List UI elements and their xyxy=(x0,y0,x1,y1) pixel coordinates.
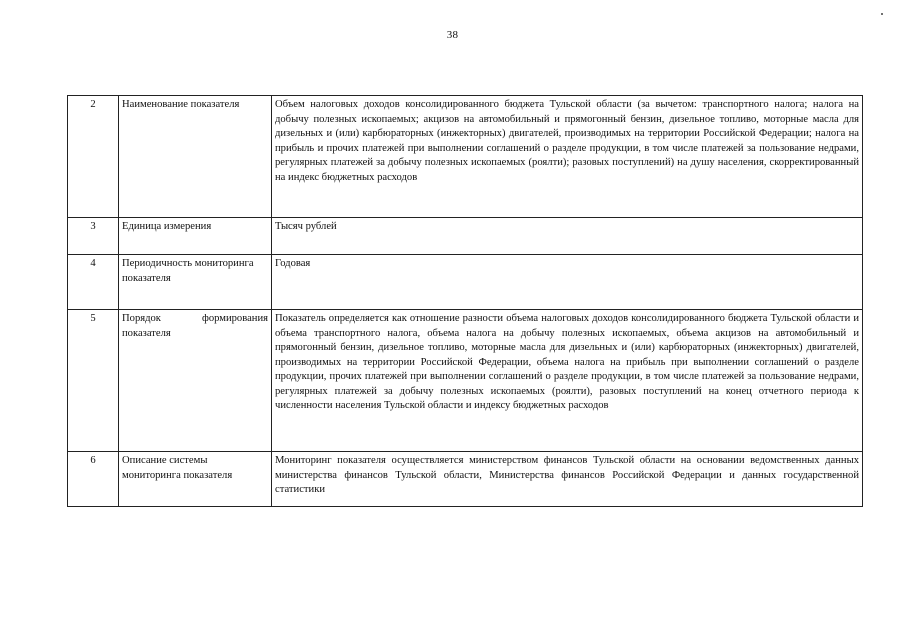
row-name: Порядок формирования показателя xyxy=(119,310,272,452)
row-number: 6 xyxy=(68,452,119,507)
row-number: 2 xyxy=(68,96,119,218)
row-name: Единица измерения xyxy=(119,218,272,255)
row-name: Периодичность мониторинга показателя xyxy=(119,255,272,310)
row-content: Объем налоговых доходов консолидированного бюджета Тульской области (за вычетом: транспортного налога; налога на добычу полезных ископаемых; акцизов на автомобильный и прямогонный бензин, дизельное топливо, моторные масла для дизельных и (или) карбюраторных (инжекторных) двигателей, производимых на территории Российской Федерации; налога на прибыль и прочих платежей при выполнении соглашений о разделе продукции, в том числе платежей за пользование недрами, регулярных платежей за добычу полезных ископаемых (роялти); разовых поступлений) на душу населения, скорректированный на индекс бюджетных расходов xyxy=(272,96,863,218)
scan-speck xyxy=(881,13,883,15)
row-name: Наименование показателя xyxy=(119,96,272,218)
table-row xyxy=(68,255,863,310)
table-row xyxy=(68,452,863,507)
page-number: 38 xyxy=(446,29,459,41)
table-row xyxy=(68,218,863,255)
row-number: 3 xyxy=(68,218,119,255)
row-content: Мониторинг показателя осуществляется министерством финансов Тульской области на основании ведомственных данных министерства финансов Тульской области, Министерства финансов Российской Федерации и данных государственной статистики xyxy=(272,452,863,507)
row-content: Годовая xyxy=(272,255,863,310)
indicator-table xyxy=(67,95,863,507)
row-content: Тысяч рублей xyxy=(272,218,863,255)
table-row xyxy=(68,310,863,452)
row-name: Описание системы мониторинга показателя xyxy=(119,452,272,507)
row-content: Показатель определяется как отношение разности объема налоговых доходов консолидированного бюджета Тульской области и объема транспортного налога, объема налога на добычу полезных ископаемых, объема акцизов на автомобильный и прямогонный бензин, дизельное топливо, моторные масла для дизельных и (или) карбюраторных (инжекторных) двигателей, производимых на территории Российской Федерации, объема налога на прибыль при выполнении соглашений о разделе продукции, прочих платежей при выполнении соглашений о разделе продукции, в том числе платежей за пользование недрами, регулярных платежей за добычу полезных ископаемых (роялти), разовых поступлений на конец отчетного периода к численности населения Тульской области и индексу бюджетных расходов xyxy=(272,310,863,452)
table-row xyxy=(68,96,863,218)
row-number: 5 xyxy=(68,310,119,452)
row-number: 4 xyxy=(68,255,119,310)
